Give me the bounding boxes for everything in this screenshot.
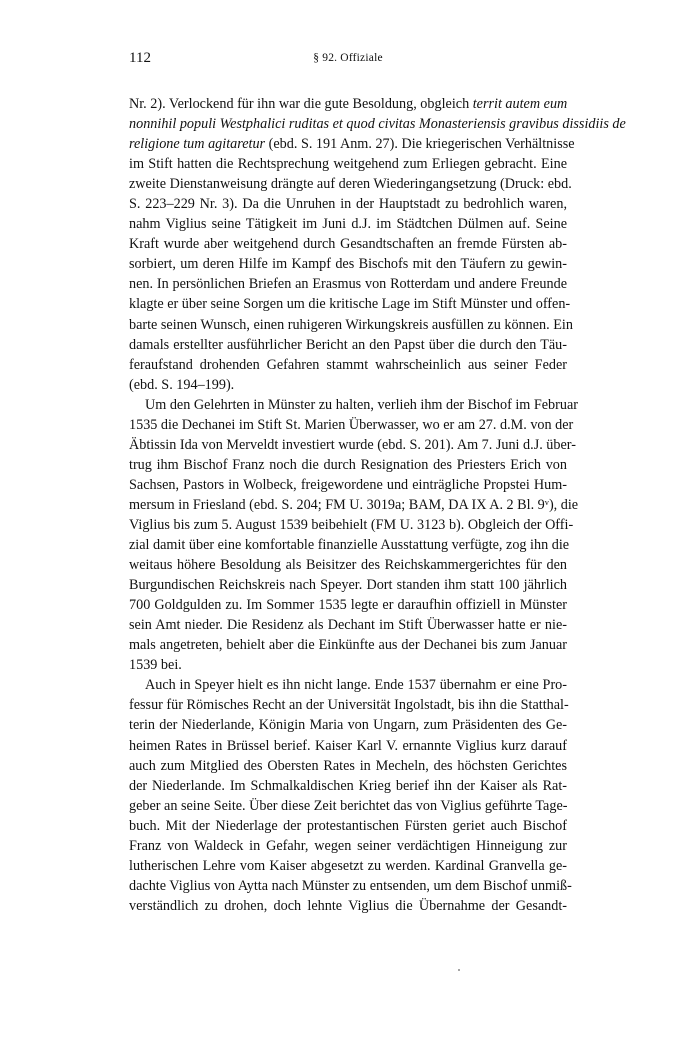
text-line [129,375,567,395]
line-text: Auch in Speyer hielt es ihn nicht lange. Ende 1537 übernahm er eine Pro- [145,677,567,694]
text-line [129,655,567,675]
text-line [129,174,572,194]
text-line [129,816,567,836]
text-line [129,555,567,575]
line-text: (ebd. S. 194–199). [129,376,235,393]
text-line [129,355,567,375]
line-text: lutherischen Lehre vom Kaiser abgesetzt zu werden. Kardinal Granvella ge- [129,857,567,874]
italic-quote: territ autem eum [472,96,568,112]
line-text: klagte er über seine Sorgen um die kritische Lage im Stift Münster und offen- [129,296,571,313]
text-line [129,435,576,455]
text-line [129,475,567,495]
text-line [129,254,567,274]
line-text: trug ihm Bischof Franz noch die durch Resignation des Priesters Erich von [129,456,567,473]
page-number: 112 [129,50,151,66]
line-text: dachte Viglius von Aytta nach Münster zu entsenden, um dem Bischof unmiß- [129,877,572,894]
line-text: 700 Goldgulden zu. Im Sommer 1535 legte er daraufhin offiziell in Münster [129,597,567,614]
text-line [129,94,567,114]
line-text: geber an seine Seite. Über diese Zeit berichtet das von Viglius geführte Tage- [129,797,568,814]
line-text: sorbiert, um deren Hilfe im Kampf des Bischofs mit den Täufern zu gewin- [129,256,567,273]
line-text: Um den Gelehrten in Münster zu halten, verlieh ihm der Bischof im Februar [145,396,578,413]
text-line [129,675,567,695]
line-text: im Stift hatten die Rechtsprechung weitgehend zum Erliegen gebracht. Eine [129,156,567,173]
line-text: (ebd. S. 191 Anm. 27). Die kriegerischen Verhältnisse [265,136,575,153]
text-line [129,114,626,134]
line-text: damals erstellter ausführlicher Bericht an den Papst über die durch den Täu- [129,336,567,353]
line-text: feraufstand drohenden Gefahren stammt wahrscheinlich aus seiner Feder [129,356,567,373]
text-line [129,214,567,234]
text-line [129,595,567,615]
text-line [129,856,567,876]
text-line [129,274,567,294]
line-text: fessur für Römisches Recht an der Universität Ingolstadt, bis ihn die Statthal- [129,697,569,714]
text-line [129,194,567,214]
text-line [129,796,567,816]
text-line [129,495,579,515]
text-line [129,515,574,535]
text-line [129,836,567,856]
text-line [129,455,567,475]
line-text: der Niederlande. Im Schmalkaldischen Krieg berief ihn der Kaiser als Rat- [129,777,567,794]
text-line [129,635,567,655]
text-line [129,896,567,916]
line-text: Viglius bis zum 5. August 1539 beibehielt (FM U. 3123 b). Obgleich der Offi- [129,516,574,533]
line-text: weitaus höhere Besoldung als Beisitzer des Reichskammergerichtes für den [129,557,567,574]
line-text: S. 223–229 Nr. 3). Da die Unruhen in der Hauptstadt zu bedrohlich waren, [129,196,567,213]
line-text: Kraft wurde aber weitgehend durch Gesandtschaften an fremde Fürsten ab- [129,236,567,253]
text-line [129,756,567,776]
line-text: buch. Mit der Niederlage der protestantischen Fürsten geriet auch Bischof [129,817,567,834]
line-text: 1535 die Dechanei im Stift St. Marien Überwasser, wo er am 27. d.M. von der [129,416,574,433]
line-text: nahm Viglius seine Tätigkeit im Juni d.J. im Städtchen Dülmen auf. Seine [129,216,567,233]
text-line [129,315,573,335]
line-text: Nr. 2). Verlockend für ihn war die gute Besoldung, obgleich [129,96,473,112]
line-text: heimen Rates in Brüssel berief. Kaiser Karl V. ernannte Viglius kurz darauf [129,737,567,754]
line-text: mersum in Friesland (ebd. S. 204; FM U. 3019a; BAM, DA IX A. 2 Bl. 9ᵛ), die [129,496,579,513]
line-text: terin der Niederlande, Königin Maria von Ungarn, zum Präsidenten des Ge- [129,717,567,734]
italic-quote: nonnihil populi Westphalici ruditas et quod civitas Monasteriensis gravibus dissidiis de [129,116,626,133]
text-line [129,876,572,896]
line-text: Äbtissin Ida von Merveldt investiert wurde (ebd. S. 201). Am 7. Juni d.J. über- [129,436,576,453]
body-text [129,94,626,916]
italic-quote: religione tum agitaretur [129,136,266,153]
text-line [129,615,567,635]
line-text: zial damit über eine komfortable finanzielle Ausstattung verfügte, zog ihn die [129,537,570,554]
line-text: mals angetreten, behielt aber die Einkünfte aus der Dechanei bis zum Januar [129,637,567,654]
running-head: § 92. Offiziale [313,52,383,64]
text-line [129,776,567,796]
line-text: 1539 bei. [129,657,182,674]
line-text: Franz von Waldeck in Gefahr, wegen seiner verdächtigen Hinneigung zur [129,837,567,854]
text-line [129,575,567,595]
line-text: verständlich zu drohen, doch lehnte Viglius die Übernahme der Gesandt- [129,897,567,914]
text-line [129,395,578,415]
line-text: nen. In persönlichen Briefen an Erasmus von Rotterdam und andere Freunde [129,276,567,293]
text-line [129,736,567,756]
text-line [129,535,570,555]
text-line [129,294,571,314]
text-line [129,335,567,355]
line-text: zweite Dienstanweisung drängte auf deren Wiederingangsetzung (Druck: ebd. [129,176,572,193]
line-text: Burgundischen Reichskreis nach Speyer. Dort standen ihm statt 100 jährlich [129,577,567,594]
text-line [129,154,567,174]
text-line [129,134,575,154]
text-line [129,715,567,735]
line-text: barte seinen Wunsch, einen ruhigeren Wirkungskreis ausfüllen zu können. Ein [129,316,573,333]
text-line [129,415,574,435]
line-text: sein Amt nieder. Die Residenz als Dechant im Stift Überwasser hatte er nie- [129,617,567,634]
text-line [129,234,567,254]
line-text: auch zum Mitglied des Obersten Rates in Mecheln, des höchsten Gerichtes [129,757,567,774]
line-text: Sachsen, Pastors in Wolbeck, freigewordene und einträgliche Propstei Hum- [129,476,567,493]
page-header [129,50,567,72]
stray-mark [458,969,460,971]
text-line [129,695,567,715]
